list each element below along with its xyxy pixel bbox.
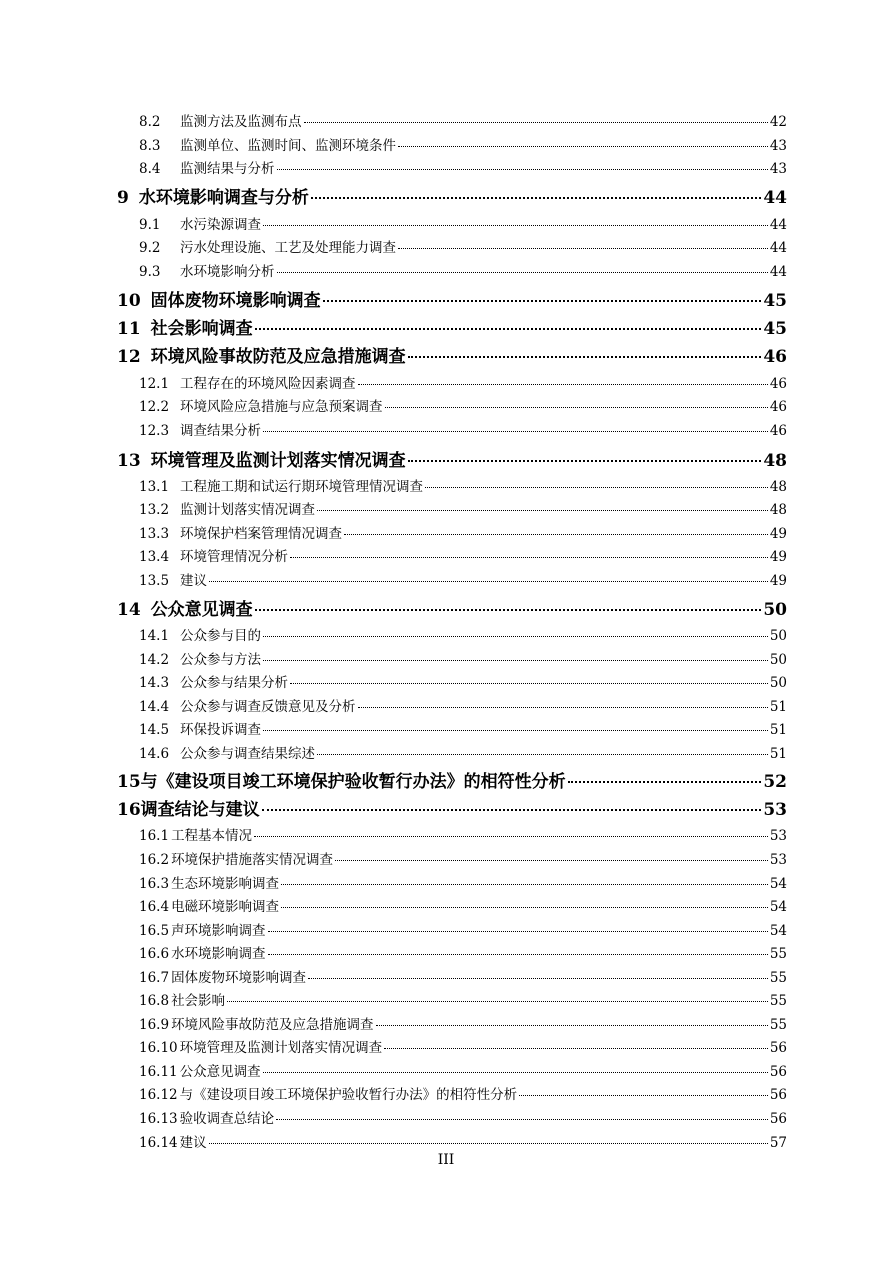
toc-section-entry[interactable] <box>139 1083 787 1103</box>
toc-section-entry[interactable] <box>139 1060 787 1080</box>
toc-entry-page: 57 <box>769 1135 787 1151</box>
toc-section-entry[interactable] <box>139 648 787 668</box>
toc-section-entry[interactable] <box>139 848 787 868</box>
toc-entry-title: 建议 <box>179 1135 207 1151</box>
toc-entry-title: 公众意见调查 <box>179 1064 261 1080</box>
toc-dot-leader <box>255 609 762 611</box>
toc-entry-page: 55 <box>769 1017 787 1033</box>
toc-chapter-entry[interactable] <box>117 795 787 819</box>
toc-entry-number: 14.2 <box>139 652 170 668</box>
toc-entry-number: 16.7 <box>139 970 170 986</box>
toc-entry-page: 53 <box>769 828 787 844</box>
toc-entry-title: 环境管理情况分析 <box>180 549 288 565</box>
toc-entry-page: 56 <box>769 1111 787 1127</box>
toc-entry-title: 监测计划落实情况调查 <box>180 502 315 518</box>
toc-entry-page: 49 <box>769 549 787 565</box>
toc-section-entry[interactable] <box>139 718 787 738</box>
toc-chapter-entry[interactable] <box>117 595 787 619</box>
toc-entry-page: 50 <box>769 675 787 691</box>
toc-entry-title: 公众参与目的 <box>180 628 261 644</box>
toc-section-entry[interactable] <box>139 213 787 233</box>
toc-entry-title: 固体废物环境影响调查 <box>150 291 321 310</box>
toc-section-entry[interactable] <box>139 1013 787 1033</box>
toc-entry-page: 48 <box>769 502 787 518</box>
toc-entry-number: 13.3 <box>139 526 170 542</box>
toc-entry-page: 46 <box>769 376 787 392</box>
toc-entry-title: 水环境影响调查 <box>171 946 266 962</box>
toc-entry-title: 声环境影响调查 <box>171 923 266 939</box>
toc-section-entry[interactable] <box>139 498 787 518</box>
toc-entry-title: 社会影响 <box>171 993 226 1009</box>
toc-entry-title: 工程存在的环境风险因素调查 <box>180 376 356 392</box>
toc-dot-leader <box>385 407 768 408</box>
toc-section-entry[interactable] <box>139 966 787 986</box>
toc-dot-leader <box>358 384 768 385</box>
toc-dot-leader <box>277 272 768 273</box>
toc-dot-leader <box>263 225 768 226</box>
toc-dot-leader <box>277 169 768 170</box>
toc-entry-title: 固体废物环境影响调查 <box>171 970 307 986</box>
toc-entry-page: 43 <box>769 138 787 154</box>
toc-entry-number: 14.1 <box>139 628 170 644</box>
toc-entry-page: 54 <box>769 899 787 915</box>
toc-entry-number: 16.8 <box>139 993 170 1009</box>
toc-dot-leader <box>255 328 762 330</box>
toc-section-entry[interactable] <box>139 522 787 542</box>
toc-entry-page: 55 <box>769 946 787 962</box>
toc-entry-title: 社会影响调查 <box>150 319 253 338</box>
toc-dot-leader <box>263 1072 768 1073</box>
toc-entry-page: 44 <box>769 264 787 280</box>
toc-dot-leader <box>344 534 768 535</box>
toc-section-entry[interactable] <box>139 110 787 130</box>
toc-dot-leader <box>425 487 768 488</box>
toc-entry-page: 44 <box>769 240 787 256</box>
toc-entry-title: 环境风险应急措施与应急预案调查 <box>180 399 383 415</box>
toc-entry-title: 监测方法及监测布点 <box>180 114 302 130</box>
toc-entry-number: 16.3 <box>139 876 170 892</box>
toc-entry-title: 调查结果分析 <box>180 423 261 439</box>
toc-entry-page: 50 <box>769 652 787 668</box>
toc-dot-leader <box>281 907 768 908</box>
toc-chapter-entry[interactable] <box>117 183 787 207</box>
toc-entry-page: 48 <box>769 479 787 495</box>
toc-dot-leader <box>262 809 762 811</box>
toc-dot-leader <box>376 1025 768 1026</box>
toc-entry-number: 8.3 <box>139 138 161 154</box>
toc-dot-leader <box>227 1001 768 1002</box>
toc-entry-number: 14.5 <box>139 722 170 738</box>
toc-section-entry[interactable] <box>139 134 787 154</box>
toc-entry-number: 16.10 <box>139 1040 178 1056</box>
toc-entry-number: 14.6 <box>139 746 170 762</box>
toc-dot-leader <box>519 1095 768 1096</box>
toc-entry-number: 10 <box>117 291 141 310</box>
toc-dot-leader <box>263 660 768 661</box>
toc-entry-number: 8.4 <box>139 161 161 177</box>
toc-entry-title: 监测结果与分析 <box>180 161 275 177</box>
toc-dot-leader <box>317 510 768 511</box>
toc-section-entry[interactable] <box>139 695 787 715</box>
toc-entry-title: 生态环境影响调查 <box>171 876 280 892</box>
toc-chapter-entry[interactable] <box>117 767 787 791</box>
toc-section-entry[interactable] <box>139 824 787 844</box>
toc-entry-page: 56 <box>769 1064 787 1080</box>
toc-dot-leader <box>317 754 768 755</box>
toc-entry-page: 46 <box>769 399 787 415</box>
toc-entry-page: 48 <box>763 451 787 470</box>
toc-dot-leader <box>263 431 768 432</box>
toc-entry-page: 50 <box>769 628 787 644</box>
toc-entry-number: 13.2 <box>139 502 170 518</box>
toc-dot-leader <box>408 356 762 358</box>
toc-entry-title: 调查结论与建议 <box>140 800 260 819</box>
page-number: III <box>437 1152 455 1168</box>
toc-entry-page: 44 <box>763 188 787 207</box>
toc-entry-page: 55 <box>769 993 787 1009</box>
toc-section-entry[interactable] <box>139 624 787 644</box>
toc-section-entry[interactable] <box>139 157 787 177</box>
toc-entry-number: 11 <box>117 319 141 338</box>
toc-chapter-entry[interactable] <box>117 342 787 366</box>
toc-section-entry[interactable] <box>139 395 787 415</box>
toc-entry-number: 14.3 <box>139 675 170 691</box>
toc-entry-number: 12 <box>117 347 141 366</box>
toc-entry-page: 49 <box>769 573 787 589</box>
toc-entry-title: 环境保护措施落实情况调查 <box>171 852 334 868</box>
toc-dot-leader <box>568 781 762 783</box>
toc-entry-number: 13.5 <box>139 573 170 589</box>
toc-section-entry[interactable] <box>139 942 787 962</box>
toc-entry-number: 13.4 <box>139 549 170 565</box>
toc-entry-number: 9.1 <box>139 217 161 233</box>
toc-dot-leader <box>308 978 768 979</box>
toc-entry-page: 43 <box>769 161 787 177</box>
toc-entry-title: 环境管理及监测计划落实情况调查 <box>150 451 406 470</box>
toc-entry-page: 53 <box>769 852 787 868</box>
toc-section-entry[interactable] <box>139 569 787 589</box>
toc-dot-leader <box>384 1048 768 1049</box>
toc-entry-title: 建议 <box>180 573 207 589</box>
toc-entry-title: 与《建设项目竣工环境保护验收暂行办法》的相符性分析 <box>140 772 566 791</box>
toc-entry-page: 56 <box>769 1040 787 1056</box>
toc-section-entry[interactable] <box>139 372 787 392</box>
toc-entry-number: 16.5 <box>139 923 170 939</box>
toc-entry-page: 51 <box>769 722 787 738</box>
toc-entry-number: 13.1 <box>139 479 170 495</box>
toc-entry-title: 公众参与方法 <box>180 652 261 668</box>
toc-entry-number: 12.2 <box>139 399 170 415</box>
toc-entry-title: 验收调查总结论 <box>179 1111 275 1127</box>
toc-entry-number: 9.3 <box>139 264 161 280</box>
toc-entry-number: 8.2 <box>139 114 161 130</box>
toc-section-entry[interactable] <box>139 545 787 565</box>
toc-dot-leader <box>281 884 768 885</box>
toc-entry-title: 环境保护档案管理情况调查 <box>180 526 342 542</box>
toc-dot-leader <box>209 1143 768 1144</box>
toc-entry-number: 9 <box>117 188 129 207</box>
toc-section-entry[interactable] <box>139 475 787 495</box>
toc-entry-page: 54 <box>769 923 787 939</box>
toc-dot-leader <box>323 300 762 302</box>
toc-entry-number: 16.1 <box>139 828 170 844</box>
toc-entry-title: 公众意见调查 <box>150 600 253 619</box>
toc-entry-number: 16.6 <box>139 946 170 962</box>
toc-dot-leader <box>335 860 768 861</box>
toc-entry-title: 环保投诉调查 <box>180 722 261 738</box>
toc-entry-page: 54 <box>769 876 787 892</box>
toc-entry-page: 42 <box>769 114 787 130</box>
toc-dot-leader <box>268 954 768 955</box>
toc-entry-page: 51 <box>769 746 787 762</box>
toc-entry-number: 16.12 <box>139 1087 178 1103</box>
toc-section-entry[interactable] <box>139 419 787 439</box>
toc-entry-title: 公众参与调查反馈意见及分析 <box>180 699 356 715</box>
toc-entry-page: 44 <box>769 217 787 233</box>
toc-chapter-entry[interactable] <box>117 314 787 338</box>
toc-section-entry[interactable] <box>139 1036 787 1056</box>
toc-chapter-entry[interactable] <box>117 446 787 470</box>
toc-dot-leader <box>358 707 768 708</box>
toc-entry-title: 监测单位、监测时间、监测环境条件 <box>180 138 396 154</box>
toc-entry-number: 15 <box>117 772 141 791</box>
toc-entry-title: 水环境影响调查与分析 <box>138 188 309 207</box>
toc-entry-title: 公众参与调查结果综述 <box>180 746 315 762</box>
toc-dot-leader <box>304 122 768 123</box>
toc-section-entry[interactable] <box>139 671 787 691</box>
toc-entry-number: 13 <box>117 451 141 470</box>
toc-entry-page: 46 <box>763 347 787 366</box>
toc-entry-title: 环境管理及监测计划落实情况调查 <box>179 1040 383 1056</box>
toc-section-entry[interactable] <box>139 989 787 1009</box>
toc-entry-number: 16.4 <box>139 899 170 915</box>
toc-entry-number: 16.11 <box>139 1064 178 1080</box>
toc-dot-leader <box>408 460 762 462</box>
toc-entry-number: 12.3 <box>139 423 170 439</box>
toc-dot-leader <box>254 836 768 837</box>
toc-entry-number: 16.2 <box>139 852 170 868</box>
toc-section-entry[interactable] <box>139 1131 787 1151</box>
toc-section-entry[interactable] <box>139 919 787 939</box>
toc-entry-number: 16.9 <box>139 1017 170 1033</box>
toc-entry-page: 55 <box>769 970 787 986</box>
toc-dot-leader <box>276 1119 768 1120</box>
toc-section-entry[interactable] <box>139 872 787 892</box>
toc-entry-title: 环境风险事故防范及应急措施调查 <box>150 347 406 366</box>
toc-entry-title: 环境风险事故防范及应急措施调查 <box>171 1017 374 1033</box>
toc-dot-leader <box>398 248 768 249</box>
toc-entry-title: 水环境影响分析 <box>180 264 275 280</box>
toc-section-entry[interactable] <box>139 1107 787 1127</box>
toc-entry-page: 56 <box>769 1087 787 1103</box>
toc-entry-number: 16 <box>117 800 141 819</box>
toc-entry-number: 16.13 <box>139 1111 178 1127</box>
toc-entry-title: 污水处理设施、工艺及处理能力调查 <box>180 240 396 256</box>
toc-entry-number: 9.2 <box>139 240 161 256</box>
toc-dot-leader <box>209 581 768 582</box>
toc-dot-leader <box>290 557 768 558</box>
toc-dot-leader <box>311 197 761 199</box>
toc-entry-page: 52 <box>763 772 787 791</box>
toc-entry-title: 水污染源调查 <box>180 217 261 233</box>
toc-entry-title: 与《建设项目竣工环境保护验收暂行办法》的相符性分析 <box>179 1087 518 1103</box>
toc-entry-page: 50 <box>763 600 787 619</box>
toc-entry-page: 45 <box>763 291 787 310</box>
toc-entry-page: 45 <box>763 319 787 338</box>
toc-entry-title: 工程施工期和试运行期环境管理情况调查 <box>180 479 423 495</box>
toc-chapter-entry[interactable] <box>117 286 787 310</box>
toc-dot-leader <box>268 931 768 932</box>
toc-section-entry[interactable] <box>139 236 787 256</box>
toc-entry-number: 14.4 <box>139 699 170 715</box>
toc-entry-title: 公众参与结果分析 <box>180 675 288 691</box>
toc-dot-leader <box>263 730 768 731</box>
toc-entry-page: 46 <box>769 423 787 439</box>
toc-entry-title: 工程基本情况 <box>171 828 253 844</box>
toc-section-entry[interactable] <box>139 260 787 280</box>
toc-dot-leader <box>263 636 768 637</box>
toc-dot-leader <box>290 683 768 684</box>
toc-section-entry[interactable] <box>139 895 787 915</box>
toc-entry-page: 53 <box>763 800 787 819</box>
toc-dot-leader <box>398 146 768 147</box>
toc-entry-page: 49 <box>769 526 787 542</box>
toc-entry-number: 14 <box>117 600 141 619</box>
toc-entry-page: 51 <box>769 699 787 715</box>
toc-entry-title: 电磁环境影响调查 <box>171 899 280 915</box>
toc-section-entry[interactable] <box>139 742 787 762</box>
toc-entry-number: 16.14 <box>139 1135 178 1151</box>
toc-entry-number: 12.1 <box>139 376 170 392</box>
